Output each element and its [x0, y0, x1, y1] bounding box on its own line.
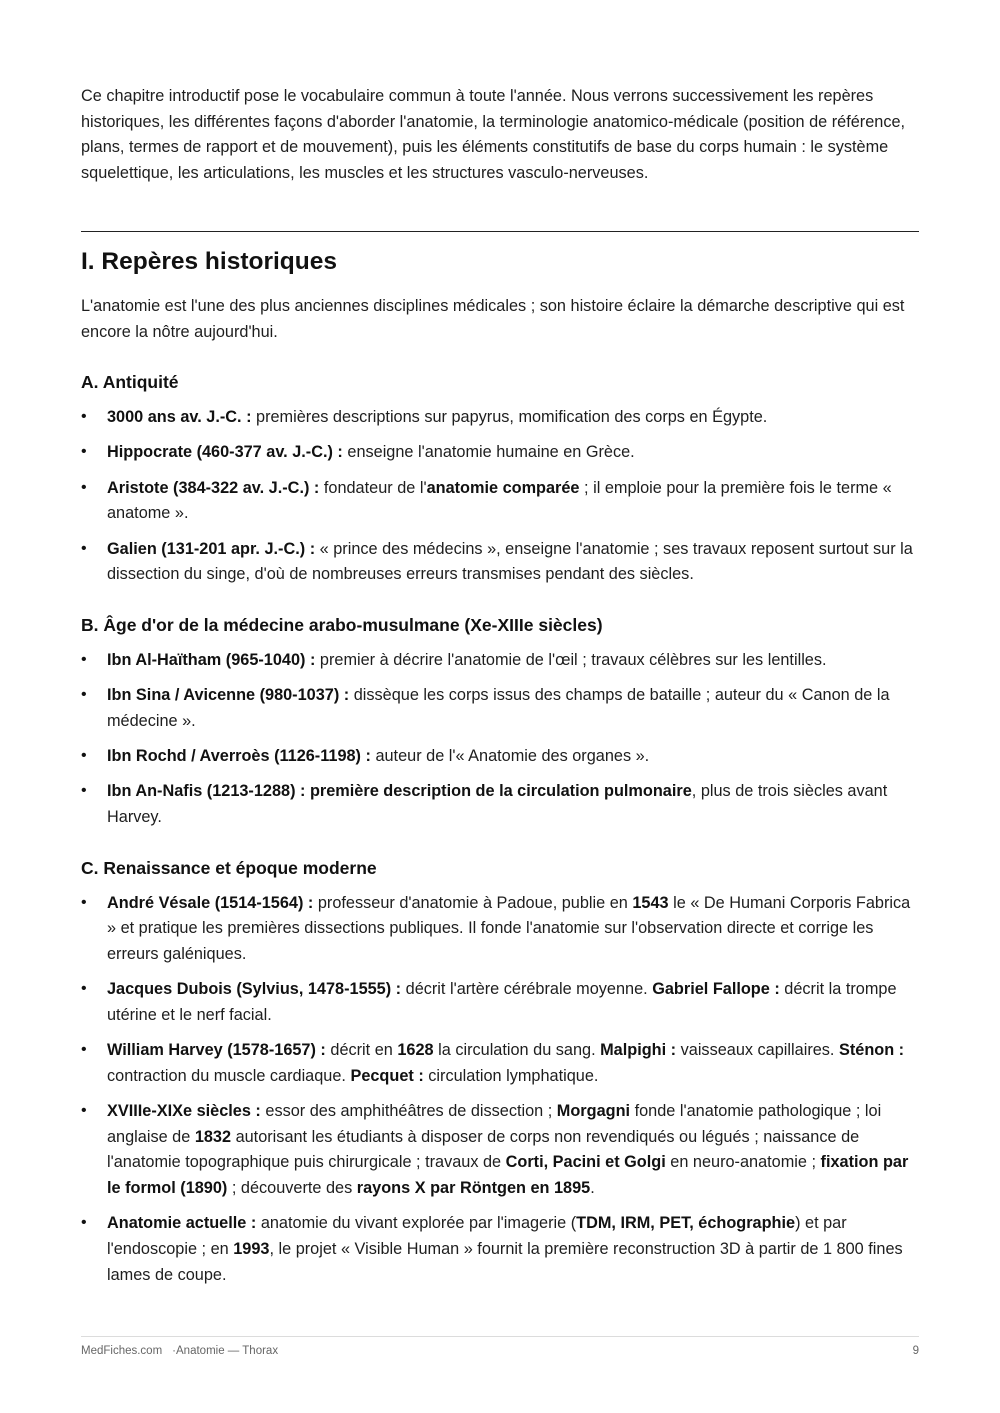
age-dor-list	[81, 648, 919, 831]
footer-site: MedFiches.com	[81, 1345, 163, 1357]
renaissance-list	[81, 891, 919, 1289]
list-item: • XVIIIe-XIXe siècles : essor des amphithéâtres de dissection ; Morgagni fonde l'anatomie pathologique ; loi anglaise de 1832 autorisant les étudiants à disposer de corps non revendiqués ou légués ; naissance de l'anatomie topographique puis chirurgicale ; travaux de Corti, Pacini et Golgi en neuro-anatomie ; fixation par le formol (1890) ; découverte des rayons X par Röntgen en 1895.	[81, 1099, 919, 1202]
list-item: • Galien (131-201 apr. J.-C.) : « prince des médecins », enseigne l'anatomie ; ses travaux reposent surtout sur la dissection du singe, d'où de nombreuses erreurs transmises pendant des siècles.	[81, 537, 919, 588]
subsection-title-renaissance: C. Renaissance et époque moderne	[81, 857, 377, 878]
list-item: • William Harvey (1578-1657) : décrit en 1628 la circulation du sang. Malpighi : vaisseaux capillaires. Sténon : contraction du muscle cardiaque. Pecquet : circulation lymphatique.	[81, 1038, 919, 1089]
list-item: • 3000 ans av. J.-C. : premières descriptions sur papyrus, momification des corps en Égypte.	[81, 405, 919, 431]
list-item: • André Vésale (1514-1564) : professeur d'anatomie à Padoue, publie en 1543 le « De Humani Corporis Fabrica » et pratique les premières dissections publiques. Il fonde l'anatomie sur l'observation directe et corrige les erreurs galéniques.	[81, 891, 919, 968]
page-content	[81, 84, 919, 1298]
list-item: • Aristote (384-322 av. J.-C.) : fondateur de l'anatomie comparée ; il emploie pour la première fois le terme « anatome ».	[81, 476, 919, 527]
subsection-title-antiquite: A. Antiquité	[81, 372, 179, 393]
footer-separator: ·	[172, 1345, 177, 1357]
list-item: • Jacques Dubois (Sylvius, 1478-1555) : décrit l'artère cérébrale moyenne. Gabriel Fallope : décrit la trompe utérine et le nerf facial.	[81, 977, 919, 1028]
section-title: I. Repères historiques	[81, 247, 337, 275]
section-divider	[81, 231, 919, 232]
list-item: • Ibn Al-Haïtham (965-1040) : premier à décrire l'anatomie de l'œil ; travaux célèbres sur les lentilles.	[81, 648, 919, 674]
list-item: • Ibn An-Nafis (1213-1288) : première description de la circulation pulmonaire, plus de trois siècles avant Harvey.	[81, 779, 919, 830]
intro-paragraph: Ce chapitre introductif pose le vocabulaire commun à toute l'année. Nous verrons successivement les repères historiques, les différentes façons d'aborder l'anatomie, la terminologie anatomico-médicale (position de référence, plans, termes de rapport et de mouvement), puis les éléments constitutifs de base du corps humain : le système squelettique, les articulations, les muscles et les structures vasculo-nerveuses.	[81, 87, 906, 183]
page-footer	[81, 1336, 919, 1357]
list-item: • Ibn Sina / Avicenne (980-1037) : dissèque les corps issus des champs de bataille ; auteur du « Canon de la médecine ».	[81, 683, 919, 734]
section-lead: L'anatomie est l'une des plus anciennes disciplines médicales ; son histoire éclaire la démarche descriptive qui est encore la nôtre aujourd'hui.	[81, 296, 905, 341]
subsection-title-age-dor: B. Âge d'or de la médecine arabo-musulmane (Xe-XIIIe siècles)	[81, 614, 603, 635]
page-number: 9	[912, 1345, 919, 1357]
footer-section: Anatomie — Thorax	[176, 1345, 279, 1357]
antiquite-list	[81, 405, 919, 588]
list-item: • Ibn Rochd / Averroès (1126-1198) : auteur de l'« Anatomie des organes ».	[81, 744, 919, 770]
list-item: • Hippocrate (460-377 av. J.-C.) : enseigne l'anatomie humaine en Grèce.	[81, 440, 919, 466]
list-item: • Anatomie actuelle : anatomie du vivant explorée par l'imagerie (TDM, IRM, PET, échographie) et par l'endoscopie ; en 1993, le projet « Visible Human » fournit la première reconstruction 3D à partir de 1 800 fines lames de coupe.	[81, 1211, 919, 1288]
